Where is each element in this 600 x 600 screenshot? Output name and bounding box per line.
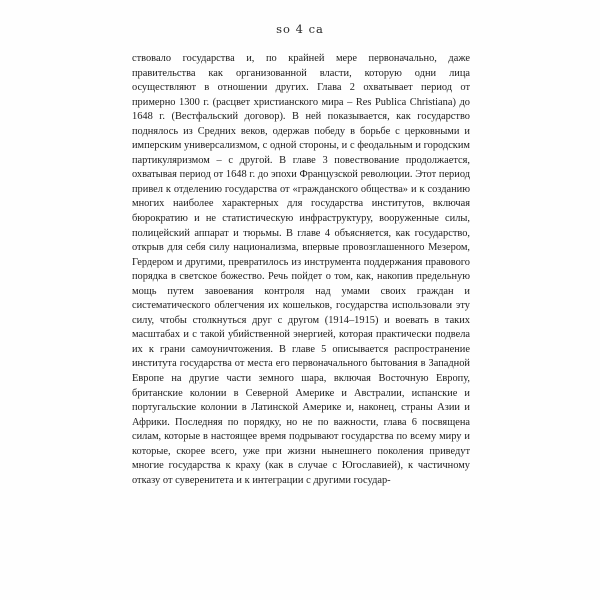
body-text-block [132, 52, 470, 488]
page-header-ornament: so 4 ca [276, 22, 324, 36]
body-paragraph: ствовало государства и, по крайней мере первоначально, даже правительства как организованной власти, которую одни лица осуществляют в отношении других. Глава 2 охватывает период от примерно 1300 г. (расцвет христианского мира – Res Publica Christiana) до 1648 г. (Вестфальский договор). В ней показывается, как государство поднялось из Средних веков, одержав победу в борьбе с церковными и имперским универсализмом, с одной стороны, и с феодальным и городским партикуляризмом – с другой. В главе 3 повествование продолжается, охватывая период от 1648 г. до эпохи Французской революции. Этот период привел к отделению государства от «гражданского общества» и к созданию многих наиболее характерных для государства институтов, включая бюрократию и не статистическую инфраструктуру, вооруженные силы, полицейский аппарат и тюрьмы. В главе 4 объясняется, как государство, открыв для себя силу национализма, впервые провозглашенного Мезером, Гердером и другими, превратилось из инструмента поддержания правового порядка в светское божество. Речь пойдет о том, как, накопив предельную мощь путем завоевания контроля над умами своих граждан и систематического облегчения их кошельков, государства использовали эту силу, чтобы столкнуться друг с другом (1914–1915) и воевать в таких масштабах и с такой убийственной энергией, которая практически подвела их к грани самоуничтожения. В главе 5 описывается распространение института государства от места его первоначального бытования в Западной Европе на другие части земного шара, включая Восточную Европу, британские колонии в Северной Америке и Австралии, испанские и португальские колонии в Латинской Америке и, наконец, страны Азии и Африки. Последняя по порядку, но не по важности, глава 6 посвящена силам, которые в настоящее время подрывают государства по всему миру и которые, скорее всего, уже при жизни нынешнего поколения приведут многие государства к краху (как в случае с Югославией), к частичному отказу от суверенитета и к интеграции с другими государ- [132, 53, 470, 486]
